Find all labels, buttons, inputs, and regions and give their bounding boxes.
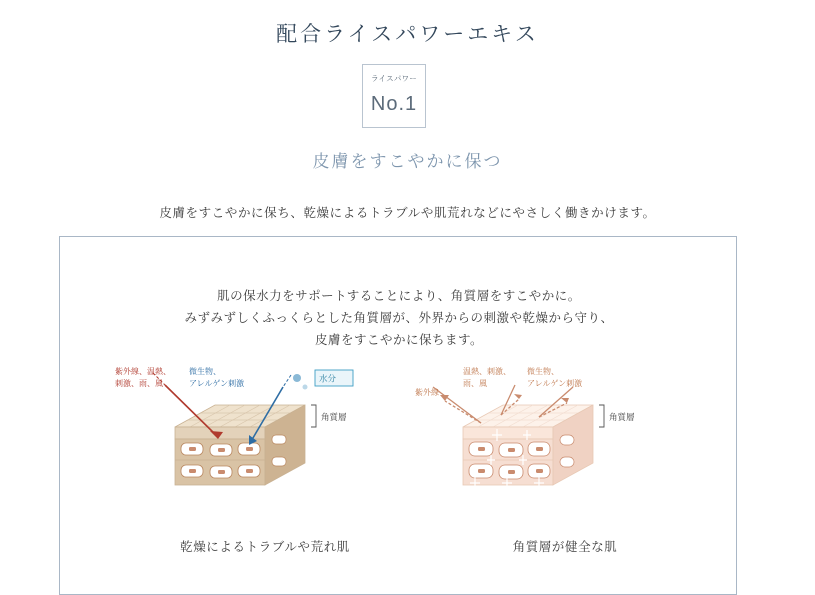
dry-skin-caption: 乾燥によるトラブルや荒れ肌 (180, 540, 350, 554)
dry-skin-microbe-label: 微生物、 (189, 367, 221, 376)
panel-description-line-3: 皮膚をすこやかに保ちます。 (314, 333, 483, 347)
lead-paragraph: 皮膚をすこやかに保ち、乾燥によるトラブルや肌荒れなどにやさしく働きかけます。 (159, 206, 656, 220)
healthy-skin-block (463, 405, 593, 489)
dry-skin-uv-heat-label: 紫外線、温熱、 (115, 367, 171, 376)
healthy-skin-uv-label: 紫外線 (415, 388, 439, 397)
healthy-skin-microbe-label: 微生物、 (527, 367, 559, 376)
panel-description-line-1: 肌の保水力をサポートすることにより、角質層をすこやかに。 (217, 289, 581, 303)
figure-dry-skin (115, 365, 415, 575)
illustration-panel (59, 236, 737, 595)
page-title: 配合ライスパワーエキス (276, 23, 539, 47)
dry-skin-moisture-label: 水分 (319, 373, 337, 384)
healthy-skin-caption: 角質層が健全な肌 (512, 540, 618, 554)
healthy-skin-illustration (415, 365, 715, 535)
badge-top-label: ライスパワー (371, 74, 417, 83)
rice-power-badge (362, 64, 426, 128)
healthy-skin-allergen-label: アレルゲン刺激 (527, 379, 583, 388)
dry-skin-moisture-indicator (293, 370, 353, 390)
panel-description-line-2: みずみずしくふっくらとした角質層が、外界からの刺激や乾燥から守り、 (184, 311, 614, 325)
dry-skin-stimulus-label: 刺激、雨、風 (115, 379, 163, 388)
healthy-skin-horny-layer-bracket (599, 405, 604, 427)
dry-skin-block (175, 405, 305, 485)
dry-skin-horny-layer-bracket (311, 405, 316, 427)
section-subtitle: 皮膚をすこやかに保つ (312, 152, 503, 171)
healthy-skin-heat-stimulus-label: 温熱、刺激、 (463, 367, 511, 376)
healthy-skin-horny-layer-label: 角質層 (609, 412, 635, 422)
figure-healthy-skin (415, 365, 715, 575)
badge-number-label: No.1 (370, 92, 418, 115)
healthy-skin-rain-wind-label: 雨、風 (463, 379, 487, 388)
dry-skin-allergen-label: アレルゲン刺激 (189, 379, 245, 388)
panel-description (60, 285, 738, 351)
dry-skin-illustration (115, 365, 415, 535)
dry-skin-horny-layer-label: 角質層 (321, 412, 347, 422)
